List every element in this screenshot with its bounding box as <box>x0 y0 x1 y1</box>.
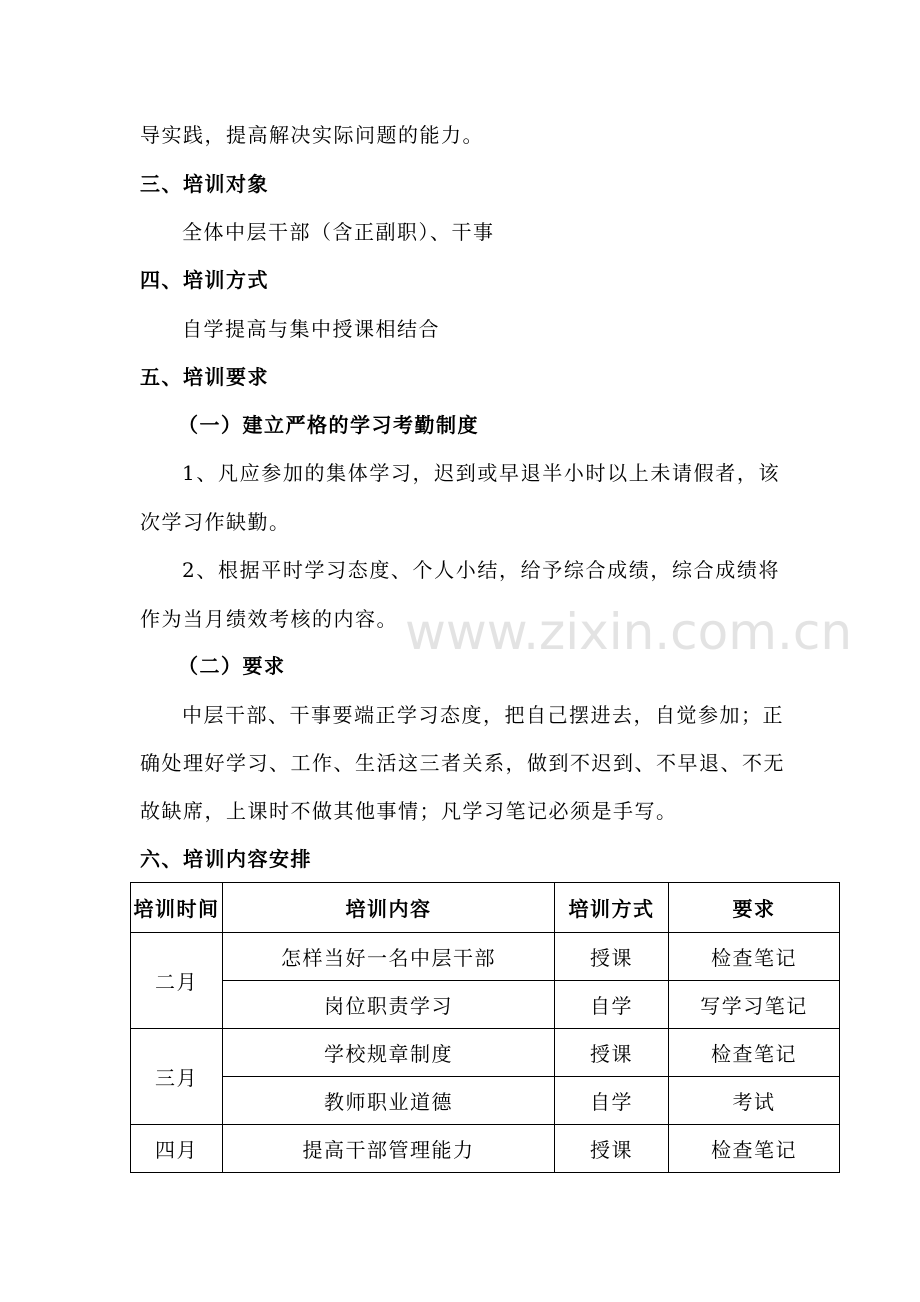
content-cell: 学校规章制度 <box>223 1029 555 1077</box>
header-content: 培训内容 <box>223 883 555 933</box>
table-row <box>131 1077 840 1125</box>
table-row <box>131 933 840 981</box>
table-row <box>131 1029 840 1077</box>
method-cell: 自学 <box>555 1077 669 1125</box>
paragraph-attendance-2-line2: 作为当月绩效考核的内容。 <box>140 607 398 631</box>
heading-training-requirements: 五、培训要求 <box>140 365 269 389</box>
month-cell: 四月 <box>131 1125 223 1173</box>
paragraph-target: 全体中层干部（含正副职）、干事 <box>182 220 495 244</box>
training-schedule-table <box>130 882 840 1173</box>
content-cell: 教师职业道德 <box>223 1077 555 1125</box>
subheading-requirements: （二）要求 <box>178 654 286 678</box>
requirement-cell: 检查笔记 <box>669 1029 840 1077</box>
content-cell: 提高干部管理能力 <box>223 1125 555 1173</box>
paragraph-requirements-line1: 中层干部、干事要端正学习态度，把自己摆进去，自觉参加；正 <box>182 703 784 727</box>
heading-training-target: 三、培训对象 <box>140 172 269 196</box>
table-header-row <box>131 883 840 933</box>
requirement-cell: 考试 <box>669 1077 840 1125</box>
method-cell: 自学 <box>555 981 669 1029</box>
header-method: 培训方式 <box>555 883 669 933</box>
content-cell: 怎样当好一名中层干部 <box>223 933 555 981</box>
requirement-cell: 检查笔记 <box>669 933 840 981</box>
method-cell: 授课 <box>555 1125 669 1173</box>
header-requirement: 要求 <box>669 883 840 933</box>
heading-training-schedule: 六、培训内容安排 <box>140 847 312 871</box>
paragraph-method: 自学提高与集中授课相结合 <box>182 317 440 341</box>
content-cell: 岗位职责学习 <box>223 981 555 1029</box>
paragraph-requirements-line2: 确处理好学习、工作、生活这三者关系，做到不迟到、不早退、不无 <box>140 751 785 775</box>
paragraph-attendance-2-line1: 2、根据平时学习态度、个人小结，给予综合成绩，综合成绩将 <box>182 558 780 582</box>
table-row <box>131 981 840 1029</box>
watermark: www.zixin.com.cn <box>405 603 853 661</box>
month-cell: 二月 <box>131 933 223 1029</box>
heading-training-method: 四、培训方式 <box>140 268 269 292</box>
method-cell: 授课 <box>555 933 669 981</box>
subheading-attendance: （一）建立严格的学习考勤制度 <box>178 413 479 437</box>
month-cell: 三月 <box>131 1029 223 1125</box>
table-row <box>131 1125 840 1173</box>
method-cell: 授课 <box>555 1029 669 1077</box>
paragraph-practice: 导实践，提高解决实际问题的能力。 <box>140 123 484 147</box>
header-time: 培训时间 <box>131 883 223 933</box>
requirement-cell: 检查笔记 <box>669 1125 840 1173</box>
paragraph-attendance-1-line2: 次学习作缺勤。 <box>140 510 291 534</box>
paragraph-attendance-1-line1: 1、凡应参加的集体学习，迟到或早退半小时以上未请假者，该 <box>182 461 780 485</box>
requirement-cell: 写学习笔记 <box>669 981 840 1029</box>
paragraph-requirements-line3: 故缺席，上课时不做其他事情；凡学习笔记必须是手写。 <box>140 799 678 823</box>
